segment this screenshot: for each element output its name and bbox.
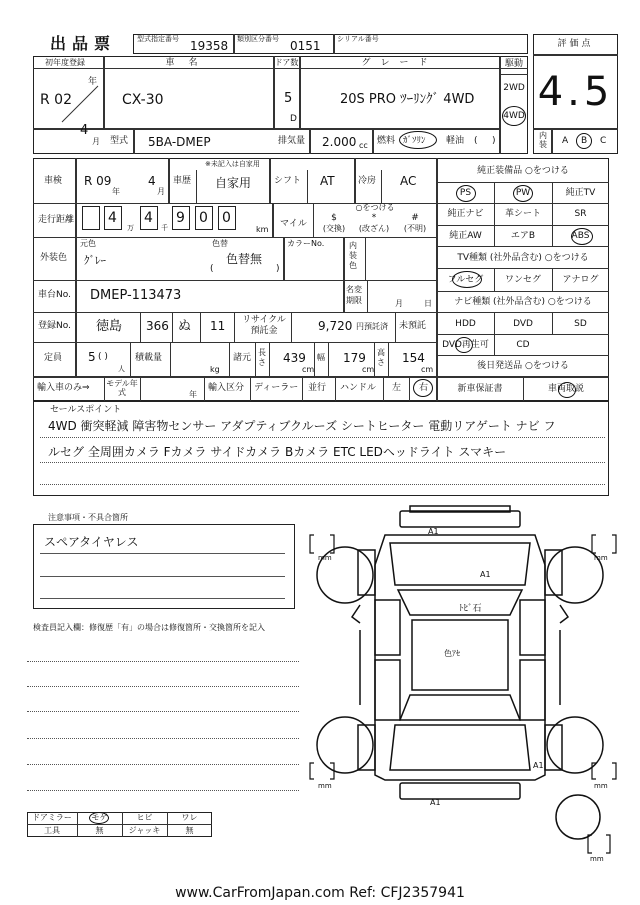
mileage-km: km xyxy=(256,225,269,234)
first-reg-era: R 02 xyxy=(40,92,72,108)
handle-label: ハンドル xyxy=(340,383,377,393)
damage-a1-rear-right: A1 xyxy=(533,761,544,770)
inspection-label: 車検 xyxy=(44,176,63,186)
model-year-unit: 年 xyxy=(189,390,197,399)
recycle-unit: 円預託済 xyxy=(356,322,388,331)
mileage-digit-5: 0 xyxy=(222,210,231,226)
inspection-month-unit: 月 xyxy=(157,187,165,196)
doors-value: 5 xyxy=(284,91,293,106)
score-label: 評価点 xyxy=(557,39,594,49)
inspection-era: R 09 xyxy=(84,174,112,188)
first-reg-month: 4 xyxy=(80,123,89,138)
serial-label: シリアル番号 xyxy=(337,35,379,43)
mileage-man: 万 xyxy=(127,224,134,232)
capacity-label: 定員 xyxy=(44,353,63,363)
width-value: 179 xyxy=(343,351,366,365)
length-unit: cm xyxy=(302,365,315,374)
spec-label: 諸元 xyxy=(233,353,252,363)
equip-airbag: エアB xyxy=(510,231,536,241)
mileage-sen: 千 xyxy=(161,224,168,232)
tv-analog: アナログ xyxy=(562,275,599,285)
interior-label: 内装 xyxy=(539,131,547,149)
jack-label: ジャッキ xyxy=(128,826,161,835)
displacement-value: 2.000 xyxy=(322,135,357,149)
doors-label: ドア数 xyxy=(274,58,299,67)
sales-points-line2: ルセグ 全周囲カメラ Fカメラ サイドカメラ Bカメラ ETC LEDヘッドライト スマキー xyxy=(48,445,507,459)
navi-dvd-playback: DVD再生可 xyxy=(442,340,489,350)
score-value: 4.5 xyxy=(537,69,614,115)
interior-b-circle xyxy=(576,133,592,149)
tyre-rl-mm: mm xyxy=(318,782,332,790)
mileage-hash: # xyxy=(411,213,419,223)
sales-points-label: セールスポイント xyxy=(50,405,122,415)
mirror-label: ドアミラー xyxy=(32,813,72,822)
import-label: 輸入車のみ⇒ xyxy=(37,383,90,393)
model-no-value: 19358 xyxy=(190,39,229,53)
color-paren-open: ( xyxy=(210,264,214,274)
car-name-label: 車名 xyxy=(165,58,212,68)
equip-abs: ABS xyxy=(571,231,590,241)
navi-cd: CD xyxy=(516,340,530,350)
equip-ps-circle xyxy=(456,185,476,202)
navi-dvd-playback-circle xyxy=(455,337,473,353)
first-reg-year-unit: 年 xyxy=(88,77,98,87)
equip-tv: 純正TV xyxy=(565,188,596,198)
notes-label: 注意事項・不具合箇所 xyxy=(48,513,128,522)
chassis-label: 車台No. xyxy=(38,290,71,300)
shift-label: シフト xyxy=(274,176,302,186)
height-label: 高さ xyxy=(377,348,385,367)
import-dealer: ディーラー xyxy=(254,383,299,393)
width-label: 幅 xyxy=(317,353,325,362)
fuel-gas: ｶﾞｿﾘﾝ xyxy=(403,136,426,146)
length-label: 長さ xyxy=(258,348,266,367)
docs-manual-circle xyxy=(558,382,576,398)
fuel-diesel: 軽油 xyxy=(446,136,465,146)
interior-c: C xyxy=(600,136,607,146)
mirror-ware: ワレ xyxy=(181,813,198,822)
class-no-label: 類別区分番号 xyxy=(237,35,279,43)
displacement-label: 排気量 xyxy=(278,136,306,146)
damage-a1-front-bumper: A1 xyxy=(428,527,439,536)
mileage-digit-4: 0 xyxy=(199,210,208,226)
mileage-circle-note: ○をつける xyxy=(355,203,395,212)
import-parallel: 並行 xyxy=(308,383,327,393)
color-orig-value: ｸﾞﾚｰ xyxy=(84,254,106,267)
sales-points-line1: 4WD 衝突軽減 障害物センサー アダプティブクルーズ シートヒーター 電動リアゲート ナビ フ xyxy=(48,419,556,433)
model-type-value: 5BA-DMEP xyxy=(148,135,211,149)
chassis-day-unit: 日 xyxy=(424,299,432,308)
tyre-rr-mm: mm xyxy=(594,782,608,790)
mileage-exchange: (交換) xyxy=(322,224,346,233)
navi-sd: SD xyxy=(574,319,587,329)
color-orig-label: 元色 xyxy=(80,239,96,248)
history-note: ※未記入は自家用 xyxy=(205,160,260,168)
handle-right: 右 xyxy=(419,383,429,393)
equip-aw: 純正AW xyxy=(449,231,482,241)
damage-stone-chip: ﾄﾋﾞ石 xyxy=(459,604,482,614)
mileage-digit-2: 4 xyxy=(144,210,153,226)
fuel-paren-open: ( xyxy=(474,136,478,146)
color-repaint-label: 色替 xyxy=(212,239,228,248)
length-value: 439 xyxy=(283,351,306,365)
doors-suffix: D xyxy=(290,114,297,124)
handle-right-circle xyxy=(413,379,433,397)
shift-value: AT xyxy=(320,174,335,188)
inspection-month: 4 xyxy=(148,174,156,188)
inspector-label: 検査員記入欄：修復歴「有」の場合は修復箇所・交換箇所を記入 xyxy=(33,623,265,632)
notes-line1: スペアタイヤレス xyxy=(44,535,139,549)
height-unit: cm xyxy=(421,365,434,374)
model-type-label: 型式 xyxy=(110,136,129,146)
tyre-spare-mm: mm xyxy=(590,855,604,863)
tyre-fl-mm: mm xyxy=(318,554,332,562)
mirror-moge: モゲ xyxy=(91,813,108,822)
import-class-label: 輸入区分 xyxy=(208,383,245,393)
mirror-moge-circle xyxy=(89,812,109,824)
registration-label: 登録No. xyxy=(38,321,71,331)
form-title: 出品票 xyxy=(50,34,117,53)
docs-header: 後日発送品 ○をつける xyxy=(477,361,569,371)
footer-reference: www.CarFromJapan.com Ref: CFJ2357941 xyxy=(175,885,465,901)
damage-fade: 色ｱｾ xyxy=(444,649,460,658)
capacity-unit: 人 xyxy=(118,365,125,373)
navi-hdd: HDD xyxy=(455,319,476,329)
load-label: 積載量 xyxy=(135,353,163,363)
docs-manual: 車両取説 xyxy=(547,384,584,394)
color-repaint-value: 色替無 xyxy=(226,252,263,266)
navi-dvd: DVD xyxy=(513,319,533,329)
recycle-unpaid: 未預託 xyxy=(399,321,427,331)
tv-fullseg: フルセグ xyxy=(447,275,484,285)
model-no-label: 型式指定番号 xyxy=(137,35,179,43)
height-value: 154 xyxy=(402,351,425,365)
mirror-hibi: ヒビ xyxy=(136,813,153,822)
docs-warranty: 新車保証書 xyxy=(457,384,503,394)
aircon-label: 冷房 xyxy=(358,176,377,186)
recycle-label: リサイクル預託金 xyxy=(242,315,286,336)
navi-header: ナビ種類 (社外品含む) ○をつける xyxy=(454,297,592,307)
chassis-month-unit: 月 xyxy=(395,299,403,308)
history-value: 自家用 xyxy=(215,176,252,190)
registration-num2: 11 xyxy=(210,319,226,333)
inspection-year-unit: 年 xyxy=(112,187,120,196)
load-unit: kg xyxy=(210,365,220,374)
interior-color-label: 内装色 xyxy=(349,241,357,270)
first-reg-label: 初年度登録 xyxy=(45,58,85,67)
mileage-digit-1: 4 xyxy=(108,210,117,226)
damage-a1-hood: A1 xyxy=(480,570,491,579)
chassis-expiry-label: 名変期限 xyxy=(346,285,362,305)
grade-label: グレード xyxy=(361,58,438,68)
interior-b: B xyxy=(581,136,588,146)
width-unit: cm xyxy=(362,365,375,374)
registration-area: 徳島 xyxy=(96,319,123,334)
equip-pw-circle xyxy=(513,185,533,202)
drive-4wd: 4WD xyxy=(503,111,525,121)
equip-abs-circle xyxy=(571,228,593,245)
fuel-gas-circle xyxy=(399,131,437,149)
mileage-label: 走行距離 xyxy=(38,215,75,225)
history-label: 車歴 xyxy=(173,176,192,186)
fuel-label: 燃料 xyxy=(377,136,396,146)
mileage-unknown: (不明) xyxy=(403,224,427,233)
tv-oneseg: ワンセグ xyxy=(504,275,541,285)
recycle-value: 9,720 xyxy=(318,319,353,333)
mileage-dollar: $ xyxy=(331,213,337,223)
grade-value: 20S PRO ﾂｰﾘﾝｸﾞ 4WD xyxy=(340,92,475,107)
mileage-digit-3: 9 xyxy=(176,210,185,226)
drive-4wd-circle xyxy=(502,106,526,126)
handle-left: 左 xyxy=(392,383,402,393)
mileage-altered: (改ざん) xyxy=(358,224,390,233)
displacement-unit: cc xyxy=(359,141,368,150)
registration-kana: ぬ xyxy=(178,319,192,334)
capacity-paren: ( ) xyxy=(98,352,108,362)
capacity-value: 5 xyxy=(88,350,96,364)
color-paren-close: ) xyxy=(276,264,280,274)
fuel-paren-close: ) xyxy=(492,136,496,146)
color-no-label: カラーNo. xyxy=(287,239,325,248)
model-year-label: モデル年式 xyxy=(106,379,138,397)
registration-num1: 366 xyxy=(146,319,169,333)
tools-value: 無 xyxy=(95,826,104,835)
equip-pw: PW xyxy=(515,188,531,198)
tyre-fr-mm: mm xyxy=(594,554,608,562)
equip-navi: 純正ナビ xyxy=(447,209,484,219)
color-label: 外装色 xyxy=(40,253,68,263)
equip-ps: PS xyxy=(459,188,472,198)
equip-leather: 革シート xyxy=(504,209,541,219)
chassis-value: DMEP-113473 xyxy=(90,288,182,303)
aircon-value: AC xyxy=(400,174,417,188)
first-reg-month-unit: 月 xyxy=(92,137,100,146)
mileage-star: * xyxy=(371,213,377,223)
jack-value: 無 xyxy=(185,826,194,835)
mileage-mile-option: マイル xyxy=(280,219,307,229)
damage-a1-rear-bumper: A1 xyxy=(430,798,441,807)
equip-sr: SR xyxy=(574,209,587,219)
interior-a: A xyxy=(562,136,569,146)
equipment-header: 純正装備品 ○をつける xyxy=(477,166,569,176)
tv-header: TV種類 (社外品含む) ○をつける xyxy=(457,253,589,263)
drive-label: 駆動 xyxy=(504,59,523,69)
tools-label: 工具 xyxy=(44,826,60,835)
tv-fullseg-circle xyxy=(452,271,482,288)
drive-2wd: 2WD xyxy=(503,83,525,93)
car-name-value: CX-30 xyxy=(122,92,164,108)
car-damage-diagram xyxy=(300,505,630,875)
class-no-value: 0151 xyxy=(290,39,321,53)
